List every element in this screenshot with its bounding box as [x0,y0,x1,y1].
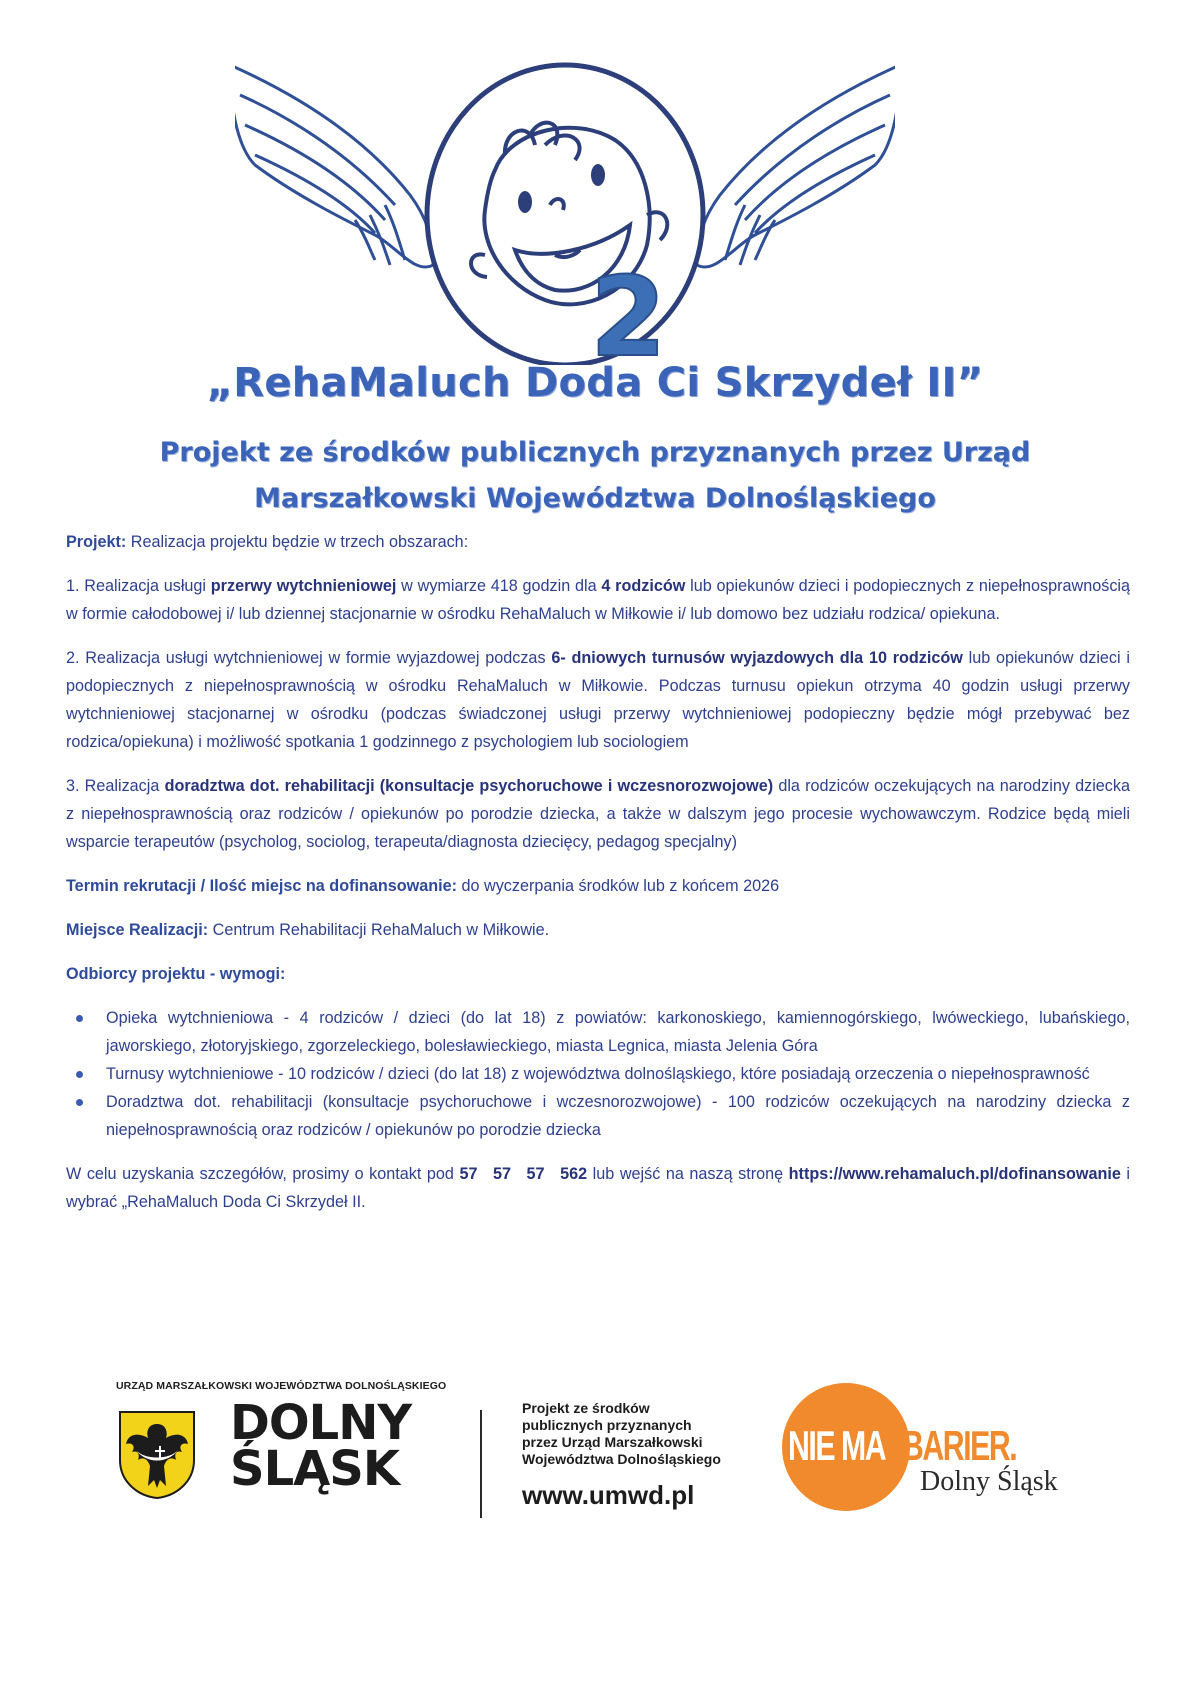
subtitle-line-2: Marszałkowski Województwa Dolnośląskiego [254,483,936,514]
document-body [66,528,1130,1232]
footer-logos [0,1380,1190,1520]
campaign-text-white: NIE MA [788,1422,886,1469]
location-text: Centrum Rehabilitacji RehaMaluch w Miłkowie. [208,921,550,939]
location-label: Miejsce Realizacji: [66,921,209,939]
bullet-icon [76,1071,83,1078]
page-title: „RehaMaluch Doda Ci Skrzydeł II” [206,360,984,406]
intro-label: Projekt: [66,533,127,551]
point-2-bold: 6- dniowych turnusów wyjazdowych dla 10 rodziców [551,649,963,667]
point-1-bold: przerwy wytchnieniowej [210,577,397,595]
umwd-website-link[interactable]: www.umwd.pl [522,1480,695,1510]
lower-silesia-crest-icon [118,1410,196,1500]
recruitment-text: do wyczerpania środków lub z końcem 2026 [457,877,780,895]
recipients-label: Odbiorcy projektu - wymogi: [66,965,286,983]
recruitment-paragraph [66,872,1130,900]
page-subtitle [0,430,1190,522]
campaign-text-orange: BARIER. [902,1422,1017,1469]
point-1-text: w wymiarze 418 godzin dla [396,577,602,595]
note-line: publicznych przyznanych [522,1417,692,1433]
list-item [66,1004,1130,1060]
footer-divider [480,1410,482,1518]
point-2-text: 2. Realizacja usługi wytchnieniowej w formie wyjazdowej podczas [66,649,552,667]
intro-text: Realizacja projektu będzie w trzech obszarach: [126,533,469,551]
point-3-paragraph [66,772,1130,856]
contact-paragraph [66,1160,1130,1216]
project-funding-note [522,1400,721,1468]
point-3-bold: doradztwa dot. rehabilitacji (konsultacje psychoruchowe i wczesnorozwojowe) [164,777,774,795]
intro-paragraph [66,528,1130,556]
point-1-text: lub opiekunów dzieci i podopiecznych z niepełnosprawnością w formie całodobowej i/ lub dziennej stacjonarnie w ośrodku RehaMaluch w Miłkowie i/ lub domowo bez udziału rodzica/ opiekuna. [66,577,1131,623]
right-wing-icon [697,65,895,267]
list-item-text: Turnusy wytchnieniowe - 10 rodziców / dzieci (do lat 18) z województwa dolnośląskiego, które posiadają orzeczenia o niepełnosprawność [106,1065,1090,1083]
office-name: URZĄD MARSZAŁKOWSKI WOJEWÓDZTWA DOLNOŚLĄSKIEGO [116,1380,447,1392]
point-1-text: 1. Realizacja usługi [66,577,211,595]
contact-phone[interactable]: 57 57 57 562 [459,1165,588,1183]
point-2-text: lub opiekunów dzieci i podopiecznych z niepełnosprawnością w ośrodku RehaMaluch w Miłkowie. Podczas turnusu opiekun otrzyma 40 godzin usługi przerwy wytchnieniowej stacjonarnej w ośrodku (podczas świadczonej usługi przerwy wytchnieniowej podopieczny będzie mógł przebywać bez rodzica/opiekuna) i możliwość spotkania 1 godzinnego z psychologiem lub sociologiem [66,649,1130,751]
location-paragraph [66,916,1130,944]
note-line: Projekt ze środków [522,1400,650,1416]
list-item [66,1060,1130,1088]
winged-baby-face-logo [235,55,895,365]
recruitment-label: Termin rekrutacji / Ilość miejsc na dofinansowanie: [66,877,458,895]
recipients-list [66,1004,1130,1144]
contact-url-link[interactable]: https://www.rehamaluch.pl/dofinansowanie [788,1165,1121,1183]
note-line: Województwa Dolnośląskiego [522,1451,721,1467]
contact-text: lub wejść na naszą stronę [587,1165,789,1183]
logo-number-two: 2 [590,253,667,365]
campaign-subtitle: Dolny Śląsk [920,1466,1058,1497]
brand-line-2: ŚLĄSK [230,1441,400,1497]
note-line: przez Urząd Marszałkowski [522,1434,703,1450]
contact-text: W celu uzyskania szczegółów, prosimy o kontakt pod [66,1165,460,1183]
point-3-text: dla rodziców oczekujących na narodziny dziecka z niepełnosprawnością oraz rodziców / opiekunów po porodzie dziecka, a także w dalszym jego procesie wychowawczym. Rodzice będą mieli wsparcie terapeutów (psycholog, sociolog, terapeuta/diagnosta dziecięcy, pedagog specjalny) [66,777,1130,851]
left-wing-icon [235,65,433,267]
point-1-bold: 4 rodziców [601,577,686,595]
dolny-slask-wordmark [230,1395,412,1497]
list-item-text: Doradztwa dot. rehabilitacji (konsultacje psychoruchowe i wczesnorozwojowe) - 100 rodziców oczekujących na narodziny dziecka z niepełnosprawnością oraz rodziców / opiekunów po porodzie dziecka [106,1093,1130,1139]
bullet-icon [76,1099,83,1106]
contact-text: i wybrać „RehaMaluch Doda Ci Skrzydeł II. [66,1165,1130,1211]
subtitle-line-1: Projekt ze środków publicznych przyznanych przez Urząd [159,437,1031,468]
bullet-icon [76,1015,83,1022]
point-2-paragraph [66,644,1130,756]
recipients-heading [66,960,1130,988]
list-item-text: Opieka wytchnieniowa - 4 rodziców / dzieci (do lat 18) z powiatów: karkonoskiego, kamiennogórskiego, lwóweckiego, lubańskiego, jaworskiego, złotoryjskiego, zgorzeleckiego, bolesławieckiego, miasta Legnica, miasta Jelenia Góra [106,1009,1130,1055]
point-3-text: 3. Realizacja [66,777,165,795]
point-1-paragraph [66,572,1130,628]
nie-ma-barier-logo [782,1380,1102,1520]
list-item [66,1088,1130,1144]
brand-line-1: DOLNY [230,1395,412,1451]
